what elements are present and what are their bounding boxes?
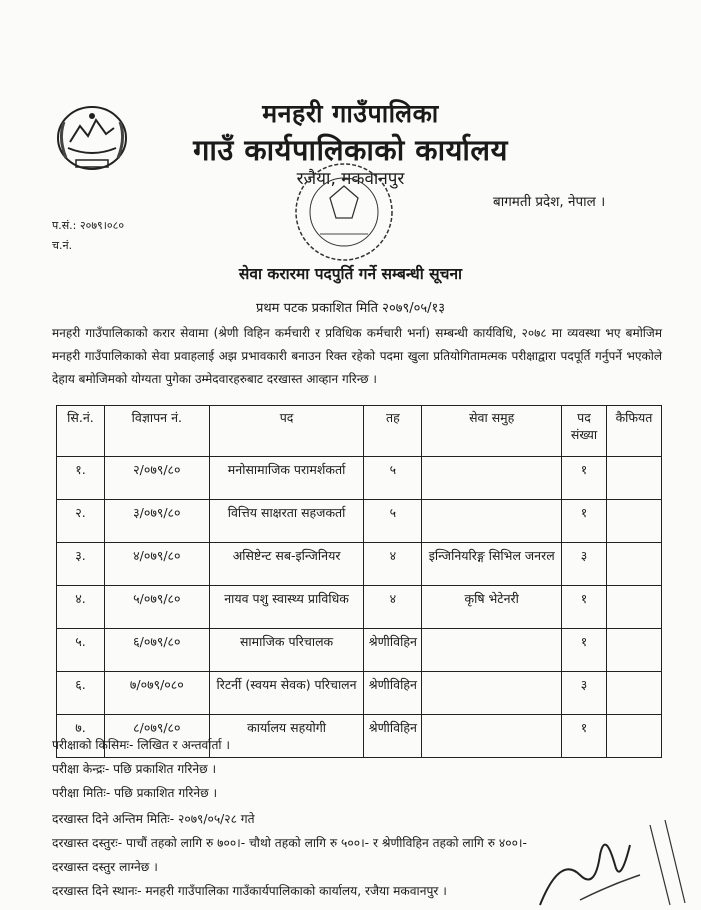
table-row [57, 629, 662, 672]
application-place: दरखास्त दिने स्थानः- मनहरी गाउँपालिका गाउँकार्यपालिकाको कार्यालय, रजैया मकवानपुर । [52, 884, 447, 898]
cell-serial: ६. [57, 672, 105, 715]
cell-post-count: १ [562, 629, 607, 672]
cell-level: ४ [364, 543, 422, 586]
cell-service-group [422, 672, 562, 715]
cell-service-group [422, 715, 562, 758]
col-header-serial: सि.नं. [57, 406, 105, 457]
cell-service-group [422, 629, 562, 672]
dispatch-number: च.नं. [52, 239, 73, 252]
cell-remarks [606, 629, 661, 672]
cell-serial: १. [57, 457, 105, 500]
table-row [57, 672, 662, 715]
exam-type: परीक्षाको किसिमः- लिखित र अन्तर्वार्ता । [52, 738, 231, 752]
cell-post: नायव पशु स्वास्थ्य प्राविधिक [209, 586, 364, 629]
cell-advert-no: ६/०७९/८० [104, 629, 209, 672]
cell-level: श्रेणीविहिन [364, 629, 422, 672]
cell-remarks [606, 500, 661, 543]
cell-post: असिष्टेन्ट सब-इन्जिनियर [209, 543, 364, 586]
table-row [57, 543, 662, 586]
application-fee-continued: दरखास्त दस्तुर लाग्नेछ । [52, 860, 158, 874]
col-header-advert-no: विज्ञापन नं. [104, 406, 209, 457]
col-header-post: पद [209, 406, 364, 457]
cell-serial: ७. [57, 715, 105, 758]
cell-advert-no: ४/०७९/८० [104, 543, 209, 586]
province-label: बागमती प्रदेश, नेपाल । [493, 194, 606, 210]
cell-post-count: १ [562, 457, 607, 500]
cell-level: ४ [364, 586, 422, 629]
cell-serial: ३. [57, 543, 105, 586]
office-address: रजैया, मकवानपुर [296, 169, 405, 189]
cell-advert-no: ८/०७९/८० [104, 715, 209, 758]
cell-advert-no: ७/०७९/०८० [104, 672, 209, 715]
col-header-level: तह [364, 406, 422, 457]
exam-date: परीक्षा मितिः- पछि प्रकाशित गरिनेछ । [52, 786, 218, 800]
cell-service-group: इन्जिनियरिङ्ग सिभिल जनरल [422, 543, 562, 586]
cell-post-count: १ [562, 586, 607, 629]
cell-post-count: १ [562, 500, 607, 543]
signature-icon [520, 815, 700, 910]
office-name: गाउँ कार्यपालिकाको कार्यालय [193, 133, 508, 167]
cell-advert-no: २/०७९/८० [104, 457, 209, 500]
cell-level: ५ [364, 500, 422, 543]
cell-post-count: ३ [562, 672, 607, 715]
cell-serial: ४. [57, 586, 105, 629]
cell-remarks [606, 543, 661, 586]
exam-center: परीक्षा केन्द्रः- पछि प्रकाशित गरिनेछ । [52, 762, 217, 776]
application-deadline: दरखास्त दिने अन्तिम मितिः- २०७९/०५/२८ गते [52, 812, 255, 826]
vacancy-table [56, 405, 662, 758]
official-seal-icon [290, 158, 398, 266]
cell-remarks [606, 672, 661, 715]
table-row [57, 457, 662, 500]
col-header-service-group: सेवा समुह [422, 406, 562, 457]
cell-advert-no: ५/०७९/८० [104, 586, 209, 629]
cell-post: सामाजिक परिचालक [209, 629, 364, 672]
cell-level: ५ [364, 457, 422, 500]
reference-number: प.सं.: २०७९।०८० [52, 219, 125, 232]
cell-remarks [606, 457, 661, 500]
cell-post: कार्यालय सहयोगी [209, 715, 364, 758]
application-fee: दरखास्त दस्तुरः- पाचौं तहको लागि रु ७००।- चौथो तहको लागि रु ५००।- र श्रेणीविहिन तहको लागि रु ४००।- [52, 836, 527, 850]
cell-post: मनोसामाजिक परामर्शकर्ता [209, 457, 364, 500]
cell-level: श्रेणीविहिन [364, 715, 422, 758]
table-header-row [57, 406, 662, 457]
cell-service-group [422, 500, 562, 543]
table-row [57, 586, 662, 629]
cell-advert-no: ३/०७९/८० [104, 500, 209, 543]
cell-post-count: १ [562, 715, 607, 758]
cell-serial: २. [57, 500, 105, 543]
col-header-remarks: कैफियत [606, 406, 661, 457]
cell-remarks [606, 586, 661, 629]
municipality-name: मनहरी गाउँपालिका [262, 99, 439, 128]
cell-service-group: कृषि भेटेनरी [422, 586, 562, 629]
cell-post: वित्तिय साक्षरता सहजकर्ता [209, 500, 364, 543]
cell-serial: ५. [57, 629, 105, 672]
table-row [57, 500, 662, 543]
cell-post: रिटर्नी (स्वयम सेवक) परिचालन [209, 672, 364, 715]
col-header-post-count: पद संख्या [562, 406, 607, 457]
cell-level: श्रेणीविहिन [364, 672, 422, 715]
notice-paragraph: मनहरी गाउँपालिकाको करार सेवामा (श्रेणी विहिन कर्मचारी र प्रविधिक कर्मचारी भर्ना) सम्बन्धी कार्यविधि, २०७८ मा व्यवस्था भए बमोजिम मनहरी गाउँपालिकाको सेवा प्रवाहलाई अझ प्रभावकारी बनाउन रिक्त रहेको पदमा खुला प्रतियोगितामत्मक परीक्षाद्वारा पदपूर्ति गर्नुपर्ने भएकोले देहाय बमोजिमको योग्यता पुगेका उम्मेदवारहरुबाट दरखास्त आव्हान गरिन्छ । [52, 326, 662, 386]
cell-service-group [422, 457, 562, 500]
published-date: प्रथम पटक प्रकाशित मिति २०७९/०५/१३ [255, 301, 446, 316]
cell-post-count: ३ [562, 543, 607, 586]
cell-remarks [606, 715, 661, 758]
notice-subject: सेवा करारमा पदपुर्ति गर्ने सम्बन्धी सूचना [238, 265, 463, 283]
